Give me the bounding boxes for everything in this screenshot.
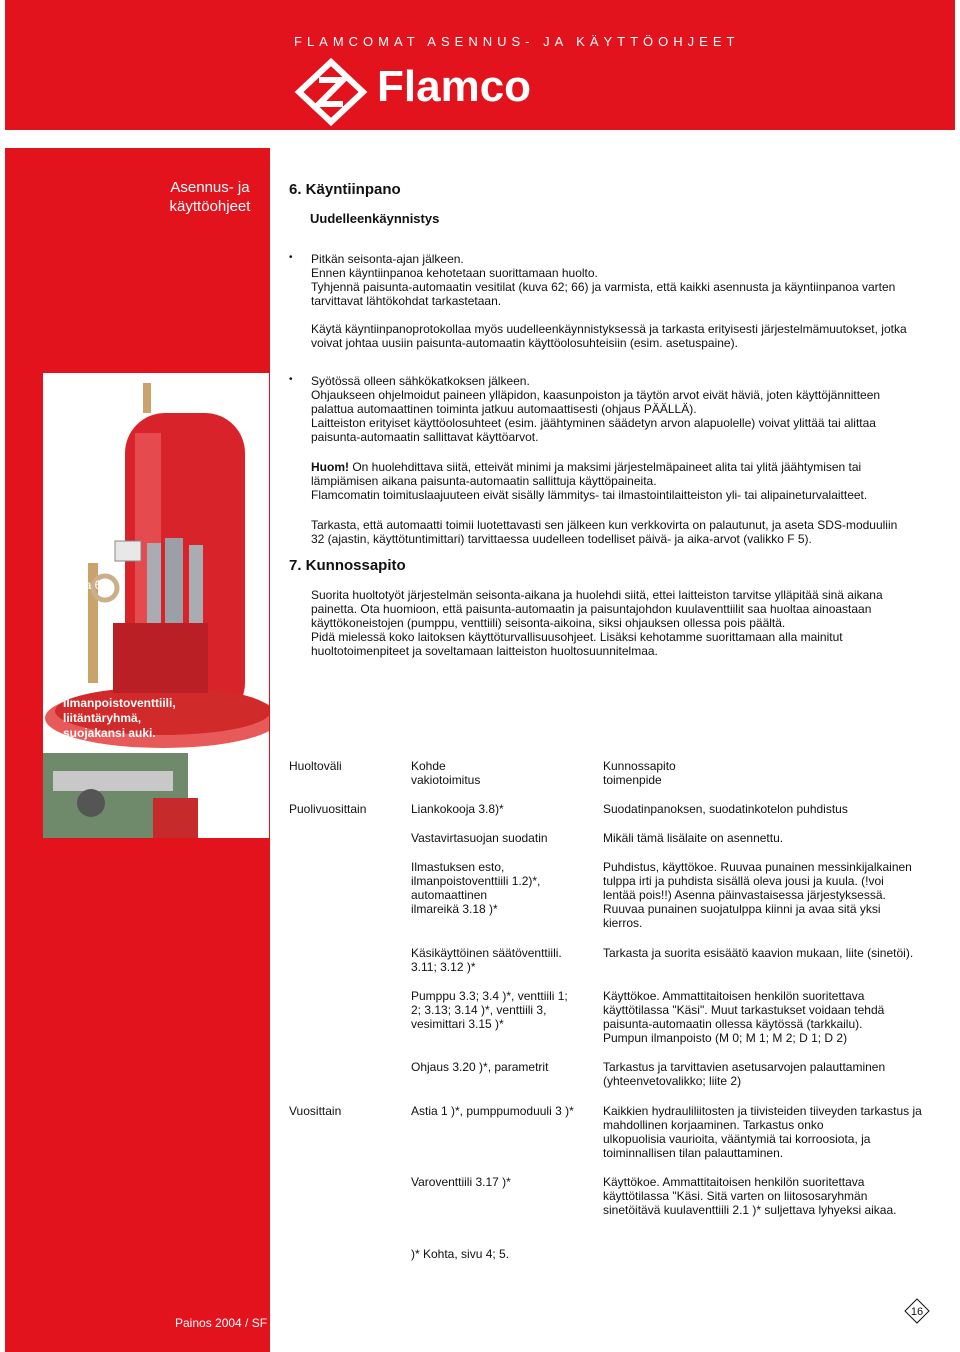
text-line: paisunta-automaatin sallittavat käyttöarvot.	[311, 430, 539, 444]
section-7-heading: 7. Kunnossapito	[289, 557, 406, 574]
cell-line: automaattinen	[411, 888, 488, 902]
text-line: Laitteiston erityiset käyttöolosuhteet (esim. jäähtyminen säädetyn arvon alapuolelle) voivat ylittää tai alittaa	[311, 416, 876, 430]
sidebar	[5, 148, 270, 1352]
sidebar-title-line: Asennus- ja	[170, 179, 250, 196]
cell-line: Liankokooja 3.8)*	[411, 802, 504, 816]
cell-line: ilmareikä 3.18 )*	[411, 902, 498, 916]
cell-line: käyttötilassa "Käsi". Muut tarkastukset voidaan tehdä	[603, 1003, 885, 1017]
cell-line: Vastavirtasuojan suodatin	[411, 831, 548, 845]
cell-line: Varoventtiili 3.17 )*	[411, 1175, 511, 1189]
sidebar-title-line: käyttöohjeet	[169, 198, 251, 215]
text-line: Flamcomatin toimituslaajuuteen eivät sisälly lämmitys- tai ilmastointilaitteiston yli- tai alipaineturvalaitteet.	[311, 488, 868, 502]
table-row-object	[411, 1104, 574, 1118]
page-number: 16	[910, 1306, 924, 1318]
cell-line: kierros.	[603, 916, 643, 930]
cell-line: Tarkasta ja suorita esisäätö kaavion mukaan, liite (sinetöi).	[603, 946, 914, 960]
table-header-interval: Huoltoväli	[289, 759, 342, 773]
flamco-logo-icon	[291, 58, 371, 126]
cell-line: sinetöitävä kuulaventtiili 2.1 )* suljettava lyhyeksi aikaa.	[603, 1203, 897, 1217]
cell-line: Käyttökoe. Ammattitaitoisen henkilön suoritettava	[603, 1175, 865, 1189]
header-subtitle: FLAMCOMAT ASENNUS- JA KÄYTTÖOHJEET	[294, 34, 740, 49]
cell-line: 2; 3.13; 3.14 )*, venttiili 3,	[411, 1003, 547, 1017]
cell-line: 3.11; 3.12 )*	[411, 960, 476, 974]
text-line: painetta. Ota huomioon, että paisunta-automaatin ja paisuntajohdon kuulaventtiilit saa huoltaa ainoastaan	[311, 602, 872, 616]
cell-line: tulppa irti ja puhdista sisällä oleva jousi ja kuula. (!voi	[603, 874, 884, 888]
cell-line: käyttötilassa "Käsi. Sitä varten on liitososaryhmän	[603, 1189, 868, 1203]
cell-line: Ilmastuksen esto,	[411, 860, 505, 874]
table-row-object	[411, 946, 562, 974]
cell-line: Kaikkien hydrauliliitosten ja tiivisteiden tiiveyden tarkastus ja	[603, 1104, 922, 1118]
brand-name: Flamco	[377, 62, 532, 111]
table-row-action	[603, 860, 912, 930]
edition-footer: Painos 2004 / SF	[175, 1316, 268, 1330]
text-line: On huolehdittava siitä, etteivät minimi ja maksimi järjestelmäpaineet alita tai ylitä jäähtymisen tai	[349, 460, 862, 474]
table-header-object	[411, 759, 480, 787]
text-line: huoltotoimenpiteet ja soveltamaan laitteiston huoltosuunnitelmaa.	[311, 644, 658, 658]
figure-label: Kuva 66	[64, 578, 109, 592]
table-row-action	[603, 831, 783, 845]
table-row-action	[603, 1104, 922, 1160]
text-line: Suorita huoltotyöt järjestelmän seisonta-aikana ja huolehdi siitä, ettei laitteiston tarvitse ylläpitää sinä aikana	[311, 588, 883, 602]
cell-line: Pumppu 3.3; 3.4 )*, venttiili 1;	[411, 989, 568, 1003]
text-line: voivat johtaa uusiin paisunta-automaatin käyttöolosuhteisiin (esim. asetuspaine).	[311, 336, 738, 350]
cell-line: Ohjaus 3.20 )*, parametrit	[411, 1060, 549, 1074]
cell-line: mahdollinen korjaaminen. Tarkastus onko	[603, 1118, 824, 1132]
table-row-object	[411, 802, 504, 816]
table-row-action	[603, 802, 848, 816]
cell-line: Puhdistus, käyttökoe. Ruuvaa punainen messinkijalkainen	[603, 860, 912, 874]
caption-line: Ilmanpoistoventtiili, liitäntäryhmä,	[63, 696, 176, 725]
header-banner	[5, 0, 955, 130]
table-header-action	[603, 759, 676, 787]
cell-line: Käsikäyttöinen säätöventtiili.	[411, 946, 562, 960]
caption-line: suojakansi auki.	[63, 726, 156, 740]
header-line: toimenpide	[603, 773, 662, 787]
cell-line: Mikäli tämä lisälaite on asennettu.	[603, 831, 784, 845]
cell-line: ilmanpoistoventtiili 1.2)*,	[411, 874, 541, 888]
cell-line: toiminnallisen tilan palauttaminen.	[603, 1146, 784, 1160]
text-line: 32 (ajastin, käyttötuntimittari) tarvittaessa uudelleen todelliset päivä- ja aika-arvot (valikko F 5).	[311, 532, 812, 546]
table-row-object	[411, 831, 548, 845]
text-line: käyttökoneistojen (pumppu, venttiili) seisonta-aikoina, siksi ohjauksen ollessa pois päältä.	[311, 616, 786, 630]
cell-line: Tarkastus ja tarvittavien asetusarvojen palauttaminen	[603, 1060, 886, 1074]
table-row-action	[603, 1175, 896, 1217]
section-6-heading: 6. Käyntiinpano	[289, 181, 401, 198]
table-row-object	[411, 860, 540, 916]
text-line: Pitkän seisonta-ajan jälkeen.	[311, 252, 464, 266]
table-row-interval: Vuosittain	[289, 1104, 342, 1118]
text-line: Tarkasta, että automaatti toimii luotettavasti sen jälkeen kun verkkovirta on palautunut, ja aseta SDS-moduuliin	[311, 518, 898, 532]
sidebar-title	[155, 178, 265, 216]
header-line: Kohde	[411, 759, 446, 773]
cell-line: paisunta-automaatin ollessa käytössä (tarkkailu).	[603, 1017, 863, 1031]
header-line: vakiotoimitus	[411, 773, 481, 787]
cell-line: Suodatinpanoksen, suodatinkotelon puhdistus	[603, 802, 848, 816]
note-label: Huom!	[311, 460, 349, 474]
cell-line: lentää pois!!) Asenna päinvastaisessa järjestyksessä.	[603, 888, 886, 902]
text-line: Ennen käyntiinpanoa kehotetaan suorittamaan huolto.	[311, 266, 598, 280]
paragraph-protocol	[311, 322, 931, 350]
header-line: Kunnossapito	[603, 759, 676, 773]
text-line: lämpiämisen aikana paisunta-automaatin sallittuja käyttöpaineita.	[311, 474, 657, 488]
table-row-object	[411, 1060, 548, 1074]
cell-line: ulkopuolisia vaurioita, vääntymiä tai korroosiota, ja	[603, 1132, 871, 1146]
paragraph-maintenance	[311, 588, 931, 658]
table-row-interval: Puolivuosittain	[289, 802, 367, 816]
cell-line: Pumpun ilmanpoisto (M 0; M 1; M 2; D 1; D 2)	[603, 1031, 848, 1045]
section-6-subheading: Uudelleenkäynnistys	[310, 211, 440, 226]
paragraph-sds-module	[311, 518, 931, 546]
bullet-marker: •	[289, 252, 293, 263]
cell-line: Ruuvaa punainen suojatulppa kiinni ja avaa sitä yksi	[603, 902, 881, 916]
table-row-object	[411, 989, 568, 1031]
text-line: Käytä käyntiinpanoprotokollaa myös uudelleenkäynnistyksessä ja tarkasta erityisesti järjestelmämuutokset, jotka	[311, 322, 907, 336]
bullet-restart-long-idle	[311, 252, 931, 308]
table-footnote: )* Kohta, sivu 4; 5.	[411, 1247, 510, 1261]
text-line: Tyhjennä paisunta-automaatin vesitilat (kuva 62; 66) ja varmista, että kaikki asennusta ja käyntiinpanoa varten	[311, 280, 896, 294]
table-row-object	[411, 1175, 511, 1189]
text-line: Ohjaukseen ohjelmoidut paineen ylläpidon, kaasunpoiston ja täytön arvot eivät häviä, joten käyttöjännitteen	[311, 388, 881, 402]
cell-line: Käyttökoe. Ammattitaitoisen henkilön suoritettava	[603, 989, 865, 1003]
table-row-action	[603, 1060, 885, 1088]
table-row-action	[603, 946, 913, 960]
figure-caption	[63, 696, 253, 741]
bullet-marker: •	[289, 374, 293, 385]
cell-line: vesimittari 3.15 )*	[411, 1017, 504, 1031]
text-line: Syötössä olleen sähkökatkoksen jälkeen.	[311, 374, 530, 388]
text-line: palattua automaattinen toiminta jatkuu automaattisesti (ohjaus PÄÄLLÄ).	[311, 402, 697, 416]
text-line: tarvittavat lähtökohdat tarkastetaan.	[311, 294, 502, 308]
text-line: Pidä mielessä koko laitoksen käyttöturvallisuusohjeet. Lisäksi kehotamme suorittamaan alla mainitut	[311, 630, 843, 644]
table-row-action	[603, 989, 884, 1045]
cell-line: (yhteenvetovalikko; liite 2)	[603, 1074, 742, 1088]
note-paragraph	[311, 460, 931, 502]
bullet-power-outage	[311, 374, 931, 444]
product-photo	[43, 373, 269, 838]
page-number-badge	[904, 1298, 930, 1324]
cell-line: Astia 1 )*, pumppumoduuli 3 )*	[411, 1104, 574, 1118]
